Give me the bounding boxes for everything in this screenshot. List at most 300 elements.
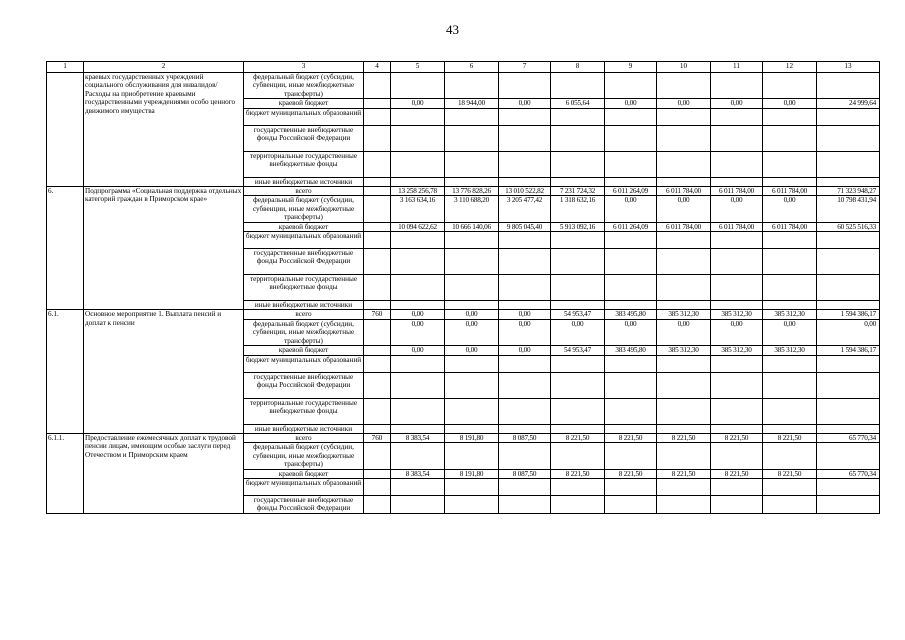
amount-cell: 0,00 [391, 319, 445, 345]
amount-cell [605, 372, 657, 398]
amount-cell: 13 010 522,82 [499, 187, 551, 196]
funding-source-label: государственные внебюджетные фонды Российской Федерации [244, 125, 364, 151]
amount-cell [551, 495, 605, 513]
responsible-code-cell [364, 346, 391, 355]
column-header: 3 [244, 62, 364, 73]
amount-cell [499, 275, 551, 301]
amount-cell [551, 125, 605, 151]
amount-cell [605, 125, 657, 151]
amount-cell: 54 953,47 [551, 310, 605, 319]
amount-cell: 8 221,50 [551, 433, 605, 442]
responsible-code-cell [364, 275, 391, 301]
amount-cell [763, 372, 817, 398]
amount-cell [763, 478, 817, 495]
amount-cell [817, 372, 880, 398]
amount-cell: 0,00 [605, 319, 657, 345]
amount-cell: 0,00 [763, 196, 817, 222]
amount-cell: 60 525 516,33 [817, 222, 880, 231]
amount-cell [817, 108, 880, 125]
funding-source-label: всего [244, 187, 364, 196]
amount-cell: 0,00 [711, 99, 763, 108]
amount-cell: 1 318 632,16 [551, 196, 605, 222]
amount-cell [551, 478, 605, 495]
amount-cell [657, 125, 711, 151]
amount-cell [445, 177, 499, 186]
amount-cell [391, 495, 445, 513]
amount-cell [817, 478, 880, 495]
amount-cell: 6 011 784,00 [657, 222, 711, 231]
amount-cell: 8 221,50 [605, 433, 657, 442]
amount-cell: 8 221,50 [763, 433, 817, 442]
funding-source-label: территориальные государственные внебюджетные фонды [244, 151, 364, 177]
amount-cell: 0,00 [763, 319, 817, 345]
amount-cell [763, 125, 817, 151]
amount-cell: 8 383,54 [391, 433, 445, 442]
responsible-code-cell [364, 196, 391, 222]
amount-cell [711, 108, 763, 125]
funding-source-label: государственные внебюджетные фонды Российской Федерации [244, 495, 364, 513]
amount-cell [391, 177, 445, 186]
amount-cell [391, 249, 445, 275]
amount-cell: 6 011 784,00 [763, 222, 817, 231]
amount-cell [499, 398, 551, 424]
funding-source-label: бюджет муниципальных образований [244, 478, 364, 495]
responsible-code-cell [364, 249, 391, 275]
amount-cell: 0,00 [605, 196, 657, 222]
amount-cell: 6 011 784,00 [657, 187, 711, 196]
amount-cell [499, 372, 551, 398]
amount-cell [445, 495, 499, 513]
amount-cell [391, 398, 445, 424]
amount-cell [499, 232, 551, 249]
column-header: 11 [711, 62, 763, 73]
amount-cell [711, 177, 763, 186]
amount-cell: 18 944,00 [445, 99, 499, 108]
amount-cell: 8 191,80 [445, 433, 499, 442]
amount-cell: 8 383,54 [391, 469, 445, 478]
amount-cell: 0,00 [657, 196, 711, 222]
amount-cell [391, 443, 445, 469]
funding-source-label: краевой бюджет [244, 346, 364, 355]
amount-cell [657, 398, 711, 424]
amount-cell [605, 177, 657, 186]
amount-cell [763, 73, 817, 99]
table-row [47, 73, 880, 99]
amount-cell [391, 301, 445, 310]
amount-cell: 65 770,34 [817, 469, 880, 478]
funding-source-label: бюджет муниципальных образований [244, 108, 364, 125]
program-code: 6.1.1. [47, 433, 84, 513]
funding-source-label: бюджет муниципальных образований [244, 232, 364, 249]
amount-cell [551, 108, 605, 125]
amount-cell [605, 495, 657, 513]
amount-cell: 0,00 [763, 99, 817, 108]
amount-cell: 0,00 [711, 196, 763, 222]
amount-cell: 385 312,30 [763, 310, 817, 319]
amount-cell [605, 424, 657, 433]
amount-cell [499, 73, 551, 99]
amount-cell: 6 011 264,09 [605, 222, 657, 231]
amount-cell [499, 125, 551, 151]
amount-cell [499, 478, 551, 495]
amount-cell [711, 443, 763, 469]
amount-cell: 3 163 634,16 [391, 196, 445, 222]
amount-cell [445, 372, 499, 398]
funding-source-label: краевой бюджет [244, 222, 364, 231]
amount-cell [817, 398, 880, 424]
funding-source-label: иные внебюджетные источники [244, 301, 364, 310]
responsible-code-cell [364, 99, 391, 108]
amount-cell [817, 355, 880, 372]
column-header: 9 [605, 62, 657, 73]
column-header: 4 [364, 62, 391, 73]
amount-cell [711, 125, 763, 151]
amount-cell: 385 312,30 [763, 346, 817, 355]
amount-cell: 0,00 [391, 99, 445, 108]
amount-cell [445, 73, 499, 99]
amount-cell: 8 087,50 [499, 433, 551, 442]
amount-cell: 385 312,30 [711, 310, 763, 319]
amount-cell: 9 805 045,40 [499, 222, 551, 231]
amount-cell: 6 011 784,00 [711, 222, 763, 231]
amount-cell [551, 275, 605, 301]
amount-cell: 71 323 948,27 [817, 187, 880, 196]
amount-cell [499, 108, 551, 125]
amount-cell [445, 232, 499, 249]
amount-cell [499, 177, 551, 186]
amount-cell [711, 151, 763, 177]
responsible-code-cell [364, 443, 391, 469]
amount-cell: 13 258 256,78 [391, 187, 445, 196]
amount-cell: 383 495,80 [605, 346, 657, 355]
amount-cell [817, 73, 880, 99]
funding-source-label: федеральный бюджет (субсидии, субвенции, иные межбюджетные трансферты) [244, 319, 364, 345]
amount-cell [711, 249, 763, 275]
funding-source-label: всего [244, 433, 364, 442]
amount-cell [657, 301, 711, 310]
funding-source-label: территориальные государственные внебюджетные фонды [244, 398, 364, 424]
amount-cell [551, 232, 605, 249]
amount-cell: 8 221,50 [551, 469, 605, 478]
responsible-code-cell [364, 469, 391, 478]
amount-cell [657, 478, 711, 495]
amount-cell: 3 110 688,20 [445, 196, 499, 222]
amount-cell [657, 232, 711, 249]
funding-source-label: всего [244, 310, 364, 319]
funding-source-label: федеральный бюджет (субсидии, субвенции, иные межбюджетные трансферты) [244, 73, 364, 99]
amount-cell [551, 177, 605, 186]
amount-cell [551, 73, 605, 99]
amount-cell [711, 275, 763, 301]
amount-cell [551, 249, 605, 275]
column-header: 8 [551, 62, 605, 73]
amount-cell [391, 355, 445, 372]
table-row [47, 187, 880, 196]
responsible-code-cell [364, 478, 391, 495]
amount-cell [657, 108, 711, 125]
amount-cell: 65 770,34 [817, 433, 880, 442]
amount-cell [817, 177, 880, 186]
amount-cell [657, 249, 711, 275]
amount-cell [445, 355, 499, 372]
funding-source-label: территориальные государственные внебюджетные фонды [244, 275, 364, 301]
amount-cell: 1 594 386,17 [817, 310, 880, 319]
amount-cell: 8 191,80 [445, 469, 499, 478]
amount-cell: 0,00 [657, 99, 711, 108]
amount-cell: 6 011 264,09 [605, 187, 657, 196]
amount-cell [445, 398, 499, 424]
amount-cell [657, 275, 711, 301]
amount-cell: 0,00 [657, 319, 711, 345]
amount-cell [499, 249, 551, 275]
funding-source-label: краевой бюджет [244, 469, 364, 478]
funding-source-label: бюджет муниципальных образований [244, 355, 364, 372]
amount-cell: 0,00 [817, 319, 880, 345]
amount-cell [391, 151, 445, 177]
program-code: 6. [47, 187, 84, 310]
program-name: краевых государственных учреждений социального обслуживания для инвалидов/ Расходы на приобретение краевыми государственными учреждениями особо ценного движимого имущества [84, 73, 244, 187]
funding-source-label: иные внебюджетные источники [244, 177, 364, 186]
amount-cell [711, 495, 763, 513]
budget-table [46, 61, 880, 514]
funding-source-label: иные внебюджетные источники [244, 424, 364, 433]
table-row [47, 433, 880, 442]
funding-source-label: государственные внебюджетные фонды Российской Федерации [244, 249, 364, 275]
amount-cell [605, 73, 657, 99]
amount-cell [551, 355, 605, 372]
amount-cell [711, 424, 763, 433]
amount-cell: 8 221,50 [657, 433, 711, 442]
amount-cell [657, 355, 711, 372]
funding-source-label: государственные внебюджетные фонды Российской Федерации [244, 372, 364, 398]
amount-cell [391, 232, 445, 249]
responsible-code-cell [364, 177, 391, 186]
amount-cell: 0,00 [391, 346, 445, 355]
responsible-code-cell [364, 125, 391, 151]
responsible-code-cell [364, 151, 391, 177]
amount-cell [763, 151, 817, 177]
program-name: Предоставление ежемесячных доплат к трудовой пенсии лицам, имеющим особые заслуги перед Отечеством и Приморским краем [84, 433, 244, 513]
amount-cell [605, 249, 657, 275]
column-header: 13 [817, 62, 880, 73]
amount-cell [711, 301, 763, 310]
column-header: 6 [445, 62, 499, 73]
amount-cell [817, 151, 880, 177]
amount-cell [817, 125, 880, 151]
amount-cell [605, 301, 657, 310]
amount-cell: 8 221,50 [605, 469, 657, 478]
amount-cell [657, 73, 711, 99]
amount-cell: 0,00 [551, 319, 605, 345]
program-name: Основное мероприятие 1. Выплата пенсий и доплат к пенсии [84, 310, 244, 433]
amount-cell: 8 221,50 [763, 469, 817, 478]
responsible-code-cell: 760 [364, 433, 391, 442]
amount-cell [445, 249, 499, 275]
amount-cell [763, 177, 817, 186]
responsible-code-cell [364, 398, 391, 424]
amount-cell: 3 205 477,42 [499, 196, 551, 222]
amount-cell: 54 953,47 [551, 346, 605, 355]
amount-cell [763, 355, 817, 372]
amount-cell [817, 424, 880, 433]
amount-cell [711, 478, 763, 495]
amount-cell: 13 776 828,26 [445, 187, 499, 196]
responsible-code-cell [364, 372, 391, 398]
amount-cell [657, 424, 711, 433]
amount-cell [711, 398, 763, 424]
amount-cell [499, 301, 551, 310]
amount-cell [391, 275, 445, 301]
amount-cell [605, 355, 657, 372]
amount-cell [605, 151, 657, 177]
amount-cell: 8 087,50 [499, 469, 551, 478]
amount-cell: 0,00 [391, 310, 445, 319]
amount-cell [817, 249, 880, 275]
amount-cell [657, 372, 711, 398]
amount-cell: 5 913 092,16 [551, 222, 605, 231]
amount-cell [499, 495, 551, 513]
amount-cell [763, 232, 817, 249]
column-header: 7 [499, 62, 551, 73]
amount-cell [499, 151, 551, 177]
amount-cell [499, 424, 551, 433]
responsible-code-cell [364, 301, 391, 310]
funding-source-label: федеральный бюджет (субсидии, субвенции, иные межбюджетные трансферты) [244, 196, 364, 222]
responsible-code-cell [364, 319, 391, 345]
responsible-code-cell: 760 [364, 310, 391, 319]
amount-cell: 6 011 784,00 [763, 187, 817, 196]
amount-cell [445, 443, 499, 469]
amount-cell: 10 666 140,06 [445, 222, 499, 231]
amount-cell: 7 231 724,32 [551, 187, 605, 196]
amount-cell: 0,00 [445, 310, 499, 319]
amount-cell: 8 221,50 [711, 433, 763, 442]
responsible-code-cell [364, 73, 391, 99]
amount-cell [711, 372, 763, 398]
amount-cell: 1 594 386,17 [817, 346, 880, 355]
amount-cell [499, 443, 551, 469]
column-header: 10 [657, 62, 711, 73]
responsible-code-cell [364, 495, 391, 513]
amount-cell [445, 424, 499, 433]
amount-cell [551, 151, 605, 177]
amount-cell: 383 495,80 [605, 310, 657, 319]
amount-cell [763, 495, 817, 513]
amount-cell: 0,00 [499, 310, 551, 319]
amount-cell [605, 108, 657, 125]
amount-cell [551, 301, 605, 310]
column-header: 2 [84, 62, 244, 73]
amount-cell [763, 108, 817, 125]
amount-cell: 0,00 [445, 346, 499, 355]
responsible-code-cell [364, 232, 391, 249]
responsible-code-cell [364, 108, 391, 125]
page-number: 43 [446, 22, 459, 37]
amount-cell [763, 249, 817, 275]
amount-cell [445, 478, 499, 495]
amount-cell [817, 495, 880, 513]
amount-cell [391, 73, 445, 99]
table-row [47, 310, 880, 319]
amount-cell [445, 301, 499, 310]
amount-cell: 6 055,64 [551, 99, 605, 108]
amount-cell [605, 232, 657, 249]
responsible-code-cell [364, 222, 391, 231]
amount-cell: 0,00 [499, 346, 551, 355]
program-code: 6.1. [47, 310, 84, 433]
amount-cell [445, 151, 499, 177]
amount-cell: 8 221,50 [711, 469, 763, 478]
amount-cell: 6 011 784,00 [711, 187, 763, 196]
amount-cell [763, 275, 817, 301]
amount-cell [763, 424, 817, 433]
amount-cell [657, 177, 711, 186]
program-name: Подпрограмма «Социальная поддержка отдельных категорий граждан в Приморском крае» [84, 187, 244, 310]
amount-cell [445, 108, 499, 125]
amount-cell [711, 232, 763, 249]
amount-cell [391, 125, 445, 151]
amount-cell [763, 443, 817, 469]
amount-cell [605, 275, 657, 301]
column-header: 5 [391, 62, 445, 73]
program-code [47, 73, 84, 187]
amount-cell [391, 372, 445, 398]
amount-cell [551, 424, 605, 433]
column-header: 1 [47, 62, 84, 73]
amount-cell: 8 221,50 [657, 469, 711, 478]
funding-source-label: федеральный бюджет (субсидии, субвенции, иные межбюджетные трансферты) [244, 443, 364, 469]
amount-cell: 0,00 [499, 99, 551, 108]
amount-cell: 385 312,30 [657, 310, 711, 319]
amount-cell: 385 312,30 [711, 346, 763, 355]
amount-cell: 24 999,64 [817, 99, 880, 108]
responsible-code-cell [364, 424, 391, 433]
amount-cell [763, 301, 817, 310]
amount-cell: 10 094 622,62 [391, 222, 445, 231]
amount-cell: 0,00 [499, 319, 551, 345]
amount-cell [551, 372, 605, 398]
amount-cell [445, 125, 499, 151]
amount-cell [551, 443, 605, 469]
amount-cell [605, 398, 657, 424]
amount-cell [499, 355, 551, 372]
amount-cell [711, 73, 763, 99]
amount-cell [711, 355, 763, 372]
amount-cell [763, 398, 817, 424]
amount-cell [657, 151, 711, 177]
responsible-code-cell [364, 355, 391, 372]
amount-cell [605, 478, 657, 495]
amount-cell: 385 312,30 [657, 346, 711, 355]
funding-source-label: краевой бюджет [244, 99, 364, 108]
amount-cell [605, 443, 657, 469]
amount-cell [817, 301, 880, 310]
amount-cell [657, 495, 711, 513]
amount-cell [551, 398, 605, 424]
amount-cell: 10 798 431,94 [817, 196, 880, 222]
amount-cell [657, 443, 711, 469]
amount-cell [391, 108, 445, 125]
column-header: 12 [763, 62, 817, 73]
column-header-row [47, 62, 880, 73]
amount-cell [391, 478, 445, 495]
responsible-code-cell [364, 187, 391, 196]
amount-cell: 0,00 [605, 99, 657, 108]
amount-cell [817, 443, 880, 469]
amount-cell [817, 232, 880, 249]
amount-cell [445, 275, 499, 301]
amount-cell [391, 424, 445, 433]
